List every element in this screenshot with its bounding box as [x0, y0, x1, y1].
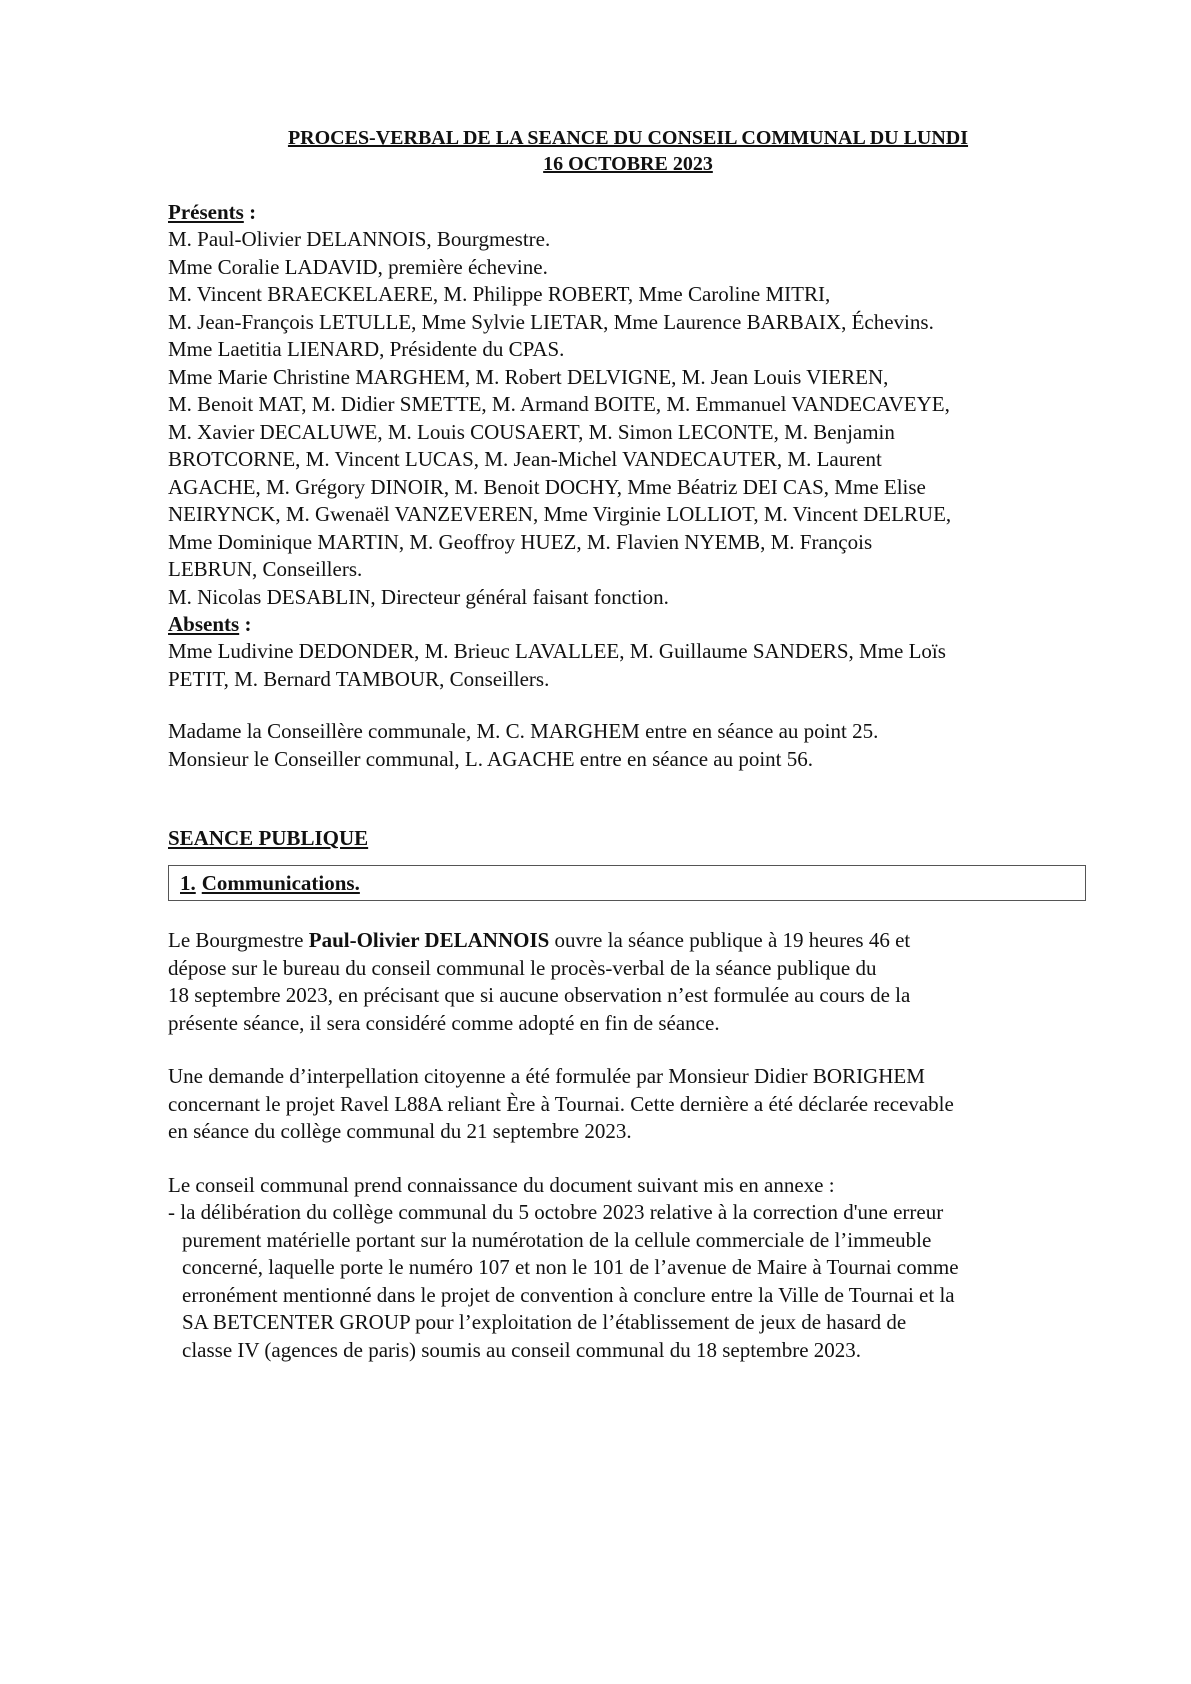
absents-line: Mme Ludivine DEDONDER, M. Brieuc LAVALLEE, M. Guillaume SANDERS, Mme Loïs	[168, 639, 946, 663]
presents-colon: :	[243, 200, 257, 224]
presents-line: M. Nicolas DESABLIN, Directeur général faisant fonction.	[168, 584, 669, 609]
para1-bold-name: Paul-Olivier DELANNOIS	[308, 928, 550, 952]
presents-line: Mme Marie Christine MARGHEM, M. Robert DELVIGNE, M. Jean Louis VIEREN,	[168, 364, 889, 389]
para1-line: dépose sur le bureau du conseil communal le procès-verbal de la séance publique du	[168, 955, 877, 980]
agenda-item-title: Communications.	[201, 870, 360, 895]
para1-line: ouvre la séance publique à 19 heures 46 et	[549, 928, 911, 952]
para2-line: Une demande d’interpellation citoyenne a été formulée par Monsieur Didier BORIGHEM	[168, 1064, 925, 1088]
presents-section	[168, 199, 1088, 611]
absents-line: PETIT, M. Bernard TAMBOUR, Conseillers.	[168, 666, 550, 691]
presents-line: LEBRUN, Conseillers.	[168, 557, 363, 581]
para3-bullet-line: SA BETCENTER GROUP pour l’exploitation de l’établissement de jeux de hasard de	[182, 1310, 907, 1334]
entry-line: Madame la Conseillère communale, M. C. MARGHEM entre en séance au point 25.	[168, 719, 879, 743]
title-line-2: 16 OCTOBRE 2023	[543, 153, 713, 175]
para2-line: en séance du collège communal du 21 septembre 2023.	[168, 1119, 632, 1143]
entry-line: Monsieur le Conseiller communal, L. AGACHE entre en séance au point 56.	[168, 746, 814, 771]
para1-line: 18 septembre 2023, en précisant que si aucune observation n’est formulée au cours de la	[168, 983, 911, 1007]
title-line-1: PROCES-VERBAL DE LA SEANCE DU CONSEIL COMMUNAL DU LUNDI	[287, 127, 969, 149]
absents-section	[168, 611, 1088, 693]
presents-line: BROTCORNE, M. Vincent LUCAS, M. Jean-Michel VANDECAUTER, M. Laurent	[168, 447, 882, 471]
para1-line: présente séance, il sera considéré comme adopté en fin de séance.	[168, 1010, 720, 1035]
para3-bullet-line: concerné, laquelle porte le numéro 107 et non le 101 de l’avenue de Maire à Tournai comme	[182, 1255, 959, 1279]
para3-bullet-line: purement matérielle portant sur la numérotation de la cellule commerciale de l’immeuble	[182, 1227, 932, 1252]
presents-line: AGACHE, M. Grégory DINOIR, M. Benoit DOCHY, Mme Béatriz DEI CAS, Mme Elise	[168, 474, 926, 499]
presents-line: NEIRYNCK, M. Gwenaël VANZEVEREN, Mme Virginie LOLLIOT, M. Vincent DELRUE,	[168, 502, 952, 526]
presents-line: M. Jean-François LETULLE, Mme Sylvie LIETAR, Mme Laurence BARBAIX, Échevins.	[168, 309, 934, 334]
presents-line: Mme Laetitia LIENARD, Présidente du CPAS.	[168, 337, 565, 361]
para2-line: concernant le projet Ravel L88A reliant Ère à Tournai. Cette dernière a été déclarée recevable	[168, 1091, 954, 1116]
document-title	[168, 125, 1088, 177]
para3-bullet-line: classe IV (agences de paris) soumis au conseil communal du 18 septembre 2023.	[182, 1337, 862, 1362]
presents-label: Présents	[168, 200, 244, 224]
presents-line: M. Xavier DECALUWE, M. Louis COUSAERT, M. Simon LECONTE, M. Benjamin	[168, 419, 895, 444]
document-page	[168, 125, 1088, 1364]
presents-line: Mme Dominique MARTIN, M. Geoffroy HUEZ, M. Flavien NYEMB, M. François	[168, 529, 873, 554]
para3-bullet-line: erronément mentionné dans le projet de convention à conclure entre la Ville de Tournai et la	[182, 1282, 955, 1307]
presents-line: Mme Coralie LADAVID, première échevine.	[168, 254, 548, 279]
para3-intro: Le conseil communal prend connaissance du document suivant mis en annexe :	[168, 1172, 835, 1197]
agenda-item-number: 1.	[180, 870, 196, 895]
paragraph-interpellation	[168, 1063, 1088, 1146]
absents-colon: :	[239, 612, 252, 636]
para3-bullet-line: - la délibération du collège communal du 5 octobre 2023 relative à la correction d'une erreur	[168, 1200, 944, 1224]
entries-section	[168, 718, 1088, 773]
agenda-item-header	[168, 865, 1086, 901]
para1-before: Le Bourgmestre	[168, 928, 309, 952]
paragraph-annex	[168, 1172, 1088, 1365]
paragraph-opening	[168, 927, 1088, 1037]
absents-label: Absents	[168, 612, 240, 636]
section-title: SEANCE PUBLIQUE	[168, 826, 369, 850]
presents-line: M. Paul-Olivier DELANNOIS, Bourgmestre.	[168, 227, 551, 251]
presents-line: M. Benoit MAT, M. Didier SMETTE, M. Armand BOITE, M. Emmanuel VANDECAVEYE,	[168, 392, 950, 416]
presents-line: M. Vincent BRAECKELAERE, M. Philippe ROBERT, Mme Caroline MITRI,	[168, 282, 831, 306]
